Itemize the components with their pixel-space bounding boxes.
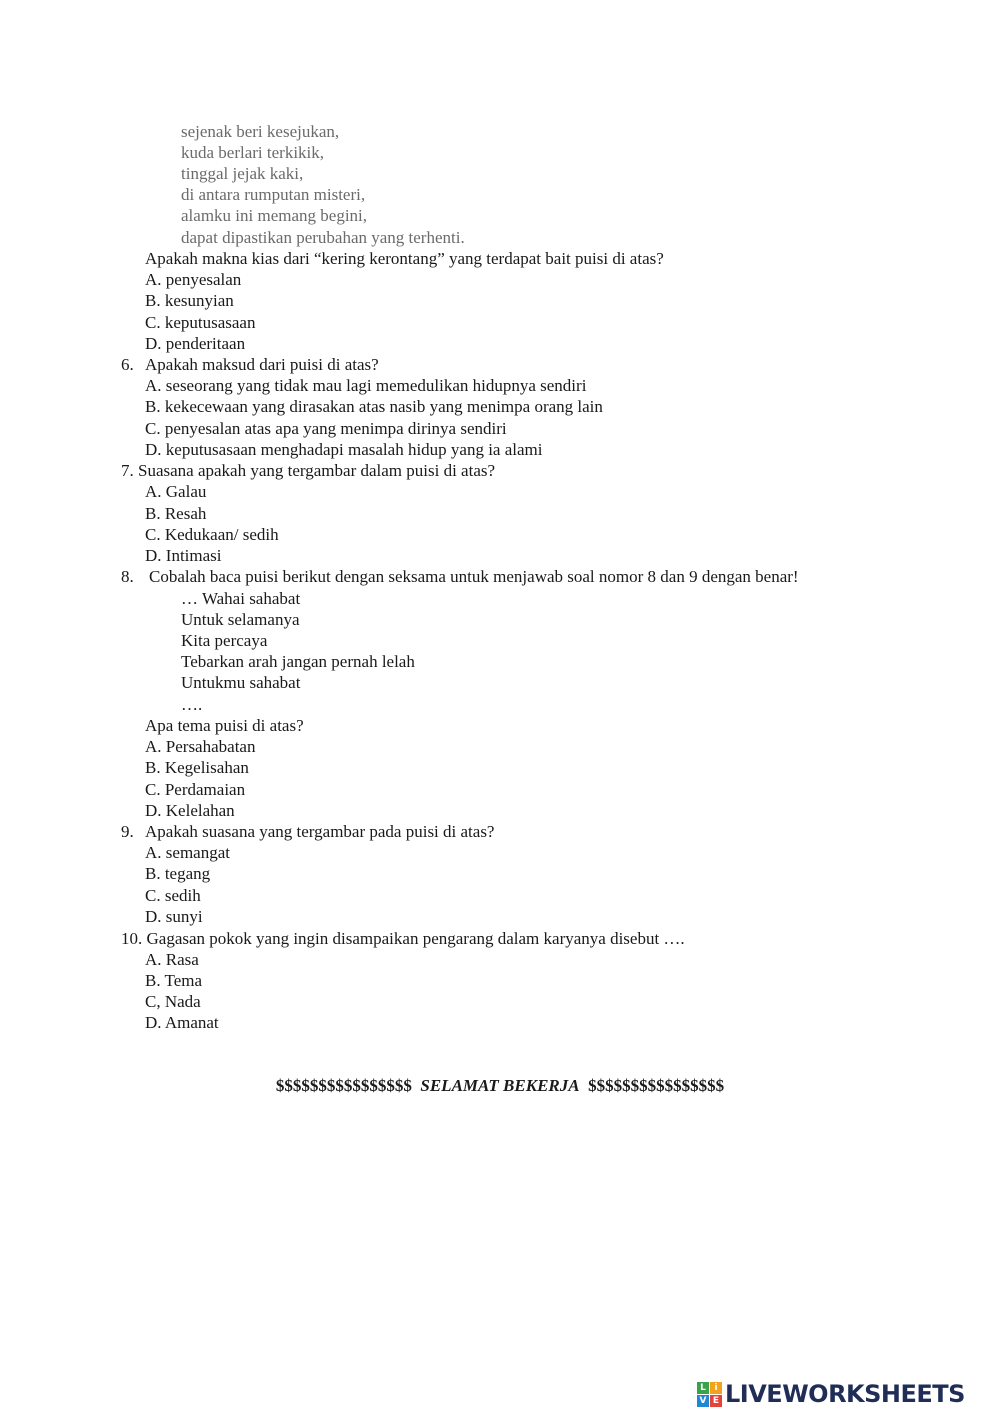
- question-6-text: Apakah maksud dari puisi di atas?: [145, 355, 379, 374]
- poem-line: sejenak beri kesejukan,: [181, 122, 340, 141]
- answer-option[interactable]: D. sunyi: [145, 907, 203, 926]
- answer-option[interactable]: C. keputusasaan: [145, 313, 256, 332]
- poem-line: tinggal jejak kaki,: [181, 164, 304, 183]
- logo-tile: E: [710, 1395, 722, 1407]
- question-9-text: Apakah suasana yang tergambar pada puisi di atas?: [145, 822, 495, 841]
- liveworksheets-logo-icon: [697, 1382, 722, 1407]
- question-6-number: 6.: [121, 355, 134, 374]
- closing-banner: [0, 1076, 1000, 1096]
- question-8-text: Cobalah baca puisi berikut dengan seksama untuk menjawab soal nomor 8 dan 9 dengan benar!: [149, 567, 799, 586]
- answer-option[interactable]: B. Resah: [145, 504, 207, 523]
- poem-line: Tebarkan arah jangan pernah lelah: [181, 652, 415, 671]
- poem-line: Kita percaya: [181, 631, 268, 650]
- question-8-number: 8.: [121, 567, 134, 586]
- answer-option[interactable]: B. tegang: [145, 864, 211, 883]
- poem-line: alamku ini memang begini,: [181, 206, 368, 225]
- answer-option[interactable]: C. sedih: [145, 886, 201, 905]
- poem-line: Untukmu sahabat: [181, 673, 301, 692]
- question-5-text: Apakah makna kias dari “kering kerontang” yang terdapat bait puisi di atas?: [145, 249, 664, 268]
- answer-option[interactable]: C. penyesalan atas apa yang menimpa dirinya sendiri: [145, 419, 507, 438]
- question-8-subquestion: Apa tema puisi di atas?: [145, 716, 304, 735]
- logo-wordmark: LIVEWORKSHEETS: [725, 1380, 965, 1408]
- answer-option[interactable]: B. Kegelisahan: [145, 758, 249, 777]
- answer-option[interactable]: D. keputusasaan menghadapi masalah hidup yang ia alami: [145, 440, 543, 459]
- liveworksheets-logo: [697, 1379, 965, 1409]
- answer-option[interactable]: A. semangat: [145, 843, 230, 862]
- answer-option[interactable]: D. penderitaan: [145, 334, 246, 353]
- answer-option[interactable]: D. Intimasi: [145, 546, 222, 565]
- answer-option[interactable]: A. seseorang yang tidak mau lagi memedulikan hidupnya sendiri: [145, 376, 587, 395]
- answer-option[interactable]: B. kesunyian: [145, 291, 234, 310]
- logo-tile: i: [710, 1382, 722, 1394]
- dollar-border-left: $$$$$$$$$$$$$$$$: [275, 1076, 412, 1095]
- question-10-text: 10. Gagasan pokok yang ingin disampaikan pengarang dalam karyanya disebut ….: [121, 929, 685, 948]
- poem-line: dapat dipastikan perubahan yang terhenti.: [181, 228, 465, 247]
- answer-option[interactable]: A. penyesalan: [145, 270, 242, 289]
- answer-option[interactable]: C. Kedukaan/ sedih: [145, 525, 279, 544]
- poem-line: ….: [181, 695, 203, 714]
- answer-option[interactable]: B. kekecewaan yang dirasakan atas nasib yang menimpa orang lain: [145, 397, 603, 416]
- answer-option[interactable]: A. Galau: [145, 482, 207, 501]
- poem-line: di antara rumputan misteri,: [181, 185, 366, 204]
- answer-option[interactable]: D. Kelelahan: [145, 801, 235, 820]
- question-9-number: 9.: [121, 822, 134, 841]
- closing-message: SELAMAT BEKERJA: [420, 1076, 580, 1095]
- logo-tile: V: [697, 1395, 709, 1407]
- logo-tile: L: [697, 1382, 709, 1394]
- answer-option[interactable]: C. Perdamaian: [145, 780, 246, 799]
- answer-option[interactable]: A. Persahabatan: [145, 737, 256, 756]
- answer-option[interactable]: D. Amanat: [145, 1013, 219, 1032]
- question-7-text: 7. Suasana apakah yang tergambar dalam puisi di atas?: [121, 461, 496, 480]
- answer-option[interactable]: C, Nada: [145, 992, 201, 1011]
- poem-line: … Wahai sahabat: [181, 589, 301, 608]
- answer-option[interactable]: A. Rasa: [145, 950, 199, 969]
- answer-option[interactable]: B. Tema: [145, 971, 203, 990]
- dollar-border-right: $$$$$$$$$$$$$$$$: [588, 1076, 725, 1095]
- poem-line: kuda berlari terkikik,: [181, 143, 325, 162]
- poem-line: Untuk selamanya: [181, 610, 300, 629]
